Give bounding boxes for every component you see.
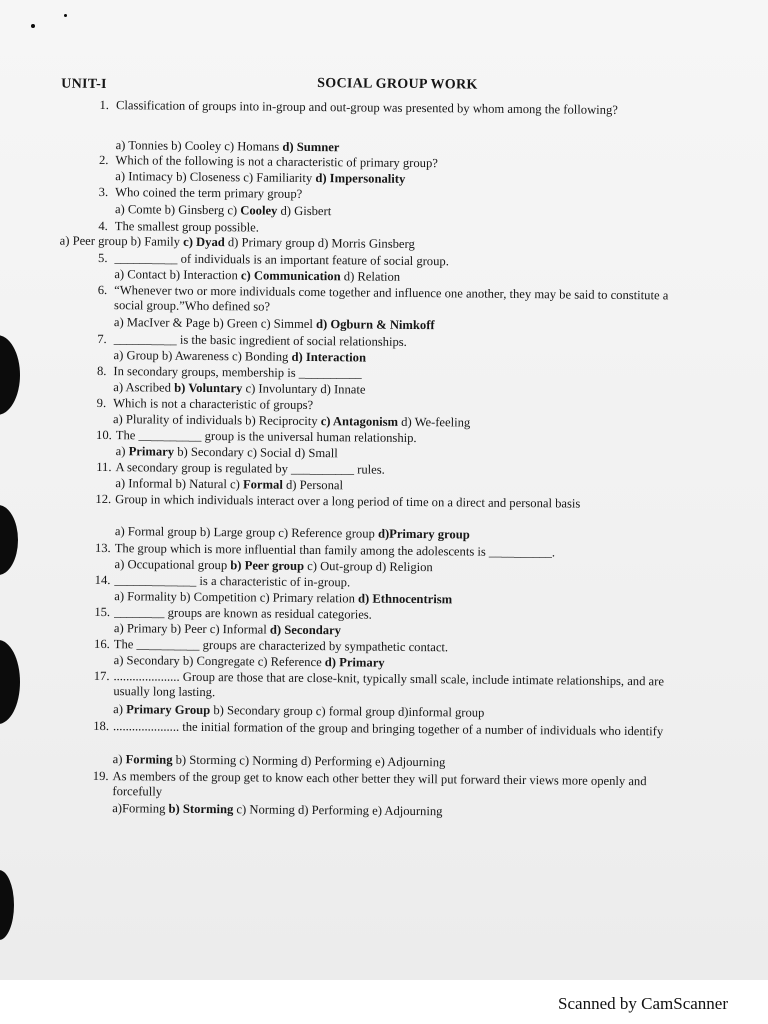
unit-heading: UNIT-I: [61, 76, 107, 93]
correct-answer: c) Dyad: [183, 234, 225, 250]
question-text: ________ groups are known as residual categories.: [114, 605, 372, 622]
question-number: 3.: [98, 184, 109, 200]
options-text: a) Informal b) Natural c): [115, 476, 244, 492]
question-text: In secondary groups, membership is __________: [113, 364, 362, 381]
question-text: Classification of groups into in-group and out-group was presented by whom among the following?: [115, 98, 618, 117]
question-text: The __________ group is the universal human relationship.: [115, 428, 417, 446]
question-text: The __________ groups are characterized by sympathetic contact.: [113, 637, 449, 655]
question-text: Which is not a characteristic of groups?: [113, 396, 314, 413]
question-text: __________ is the basic ingredient of social relationships.: [113, 332, 407, 349]
options-text: c) Involuntary d) Innate: [242, 381, 366, 397]
answer-options: [115, 202, 331, 219]
answer-options: [115, 524, 470, 542]
question-text: Group in which individuals interact over a long period of time on a direct and personal basis: [115, 492, 581, 511]
options-text: a)Forming: [112, 801, 169, 816]
correct-answer: b) Peer group: [230, 558, 305, 573]
answer-options: [113, 702, 484, 721]
scanner-watermark: Scanned by CamScanner: [558, 994, 728, 1013]
options-text: a) Intimacy b) Closeness c) Familiarity: [115, 169, 316, 186]
answer-options: [115, 476, 343, 493]
question-text: “Whenever two or more individuals come together and influence one another, they may be said to constitute a social group.”Who defined so?: [114, 283, 669, 314]
answer-options: [114, 653, 385, 671]
correct-answer: Primary: [128, 444, 175, 459]
question-number: 10.: [96, 427, 112, 443]
options-text: a) Occupational group: [114, 557, 231, 573]
options-text: d) Primary group d) Morris Ginsberg: [224, 235, 415, 251]
question-number: 13.: [94, 540, 111, 556]
options-text: d) Relation: [340, 269, 401, 284]
correct-answer: d) Sumner: [282, 139, 340, 155]
correct-answer: d) Primary: [324, 655, 385, 670]
question-number: 6.: [97, 282, 108, 298]
options-text: d) Personal: [282, 477, 344, 493]
correct-answer: d)Primary group: [377, 526, 470, 542]
answer-options: [116, 444, 338, 461]
options-text: a): [113, 702, 127, 717]
correct-answer: d) Interaction: [291, 349, 367, 365]
question-number: 14.: [94, 572, 111, 588]
question-number: 17.: [93, 668, 110, 684]
options-text: a) Peer group b) Family: [59, 233, 184, 249]
question-text: A secondary group is regulated by __________ rules.: [115, 460, 385, 477]
options-text: c) Out-group d) Religion: [303, 558, 433, 575]
options-text: b) Secondary c) Social d) Small: [174, 444, 338, 461]
page-title: SOCIAL GROUP WORK: [317, 76, 478, 93]
answer-options: [113, 380, 365, 397]
question-text: ..................... Group are those that are close-knit, typically small scale, include intimate relationships, and are usually long lasting.: [113, 669, 665, 700]
correct-answer: d) Ethnocentrism: [357, 591, 453, 607]
question-number: 11.: [96, 459, 112, 475]
question-number: 12.: [95, 491, 112, 507]
question-text: __________ of individuals is an important feature of social group.: [114, 251, 449, 269]
correct-answer: d) Secondary: [269, 622, 342, 638]
question-number: 2.: [98, 152, 109, 168]
options-text: b) Secondary group c) formal group d)informal group: [210, 703, 485, 720]
correct-answer: b) Storming: [168, 801, 234, 817]
correct-answer: Cooley: [240, 203, 278, 218]
correct-answer: c) Communication: [240, 268, 341, 284]
answer-options: [60, 234, 415, 252]
options-text: a) Contact b) Interaction: [114, 267, 242, 283]
options-text: d) Gisbert: [277, 203, 332, 219]
correct-answer: Formal: [242, 477, 283, 492]
options-text: a) Formal group b) Large group c) Reference group: [114, 524, 379, 541]
answer-options: [114, 315, 435, 333]
question-text: The smallest group possible.: [114, 219, 260, 235]
options-text: a) Primary b) Peer c) Informal: [113, 621, 271, 637]
options-text: a): [112, 752, 126, 767]
correct-answer: c) Antagonism: [320, 414, 399, 429]
options-text: c) Norming d) Performing e) Adjourning: [233, 802, 443, 819]
question-text: Who coined the term primary group?: [115, 185, 303, 201]
question-text: As members of the group get to know each other better they will put forward their views more openly and forcefully: [112, 769, 647, 799]
question-number: 15.: [94, 604, 111, 620]
options-text: b) Storming c) Norming d) Performing e) Adjourning: [172, 752, 446, 770]
correct-answer: b) Voluntary: [174, 380, 243, 396]
answer-options: [112, 801, 442, 819]
options-text: a) Secondary b) Congregate c) Reference: [113, 653, 325, 670]
question-number: 4.: [98, 218, 108, 234]
options-text: d) We-feeling: [397, 414, 471, 430]
options-text: a) Ascribed: [113, 380, 175, 395]
options-text: a) Comte b) Ginsberg c): [114, 202, 241, 218]
correct-answer: Primary Group: [126, 702, 211, 718]
question-number: 1.: [99, 97, 110, 113]
options-text: a) Plurality of individuals b) Reciprocity: [112, 412, 321, 429]
question-number: 19.: [92, 768, 109, 784]
options-text: a) Group b) Awareness c) Bonding: [113, 348, 292, 364]
answer-options: [115, 169, 405, 187]
answer-options: [113, 752, 446, 770]
question-number: 16.: [94, 636, 110, 652]
correct-answer: d) Impersonality: [315, 171, 406, 186]
options-text: a) Tonnies b) Cooley c) Homans: [115, 138, 283, 154]
question-number: 18.: [93, 718, 110, 734]
question-text: The group which is more influential than family among the adolescents is __________.: [114, 541, 556, 560]
answer-options: [115, 557, 433, 575]
answer-options: [114, 621, 341, 638]
correct-answer: Forming: [125, 752, 173, 767]
answer-options: [114, 348, 367, 365]
options-text: a) Formality b) Competition c) Primary relation: [114, 589, 359, 606]
question-number: 9.: [96, 395, 107, 411]
options-text: a) MacIver & Page b) Green c) Simmel: [113, 315, 317, 332]
question-text: Which of the following is not a characteristic of primary group?: [115, 153, 438, 171]
correct-answer: d) Ogburn & Nimkoff: [315, 317, 435, 333]
answer-options: [114, 267, 400, 285]
question-text: _____________ is a characteristic of in-group.: [114, 573, 351, 590]
question-number: 8.: [96, 363, 107, 379]
question-number: 7.: [97, 331, 107, 347]
question-text: ..................... the initial formation of the group and bringing together of a number of individuals who identify: [112, 719, 664, 739]
options-text: a): [115, 444, 129, 459]
question-number: 5.: [98, 250, 108, 266]
